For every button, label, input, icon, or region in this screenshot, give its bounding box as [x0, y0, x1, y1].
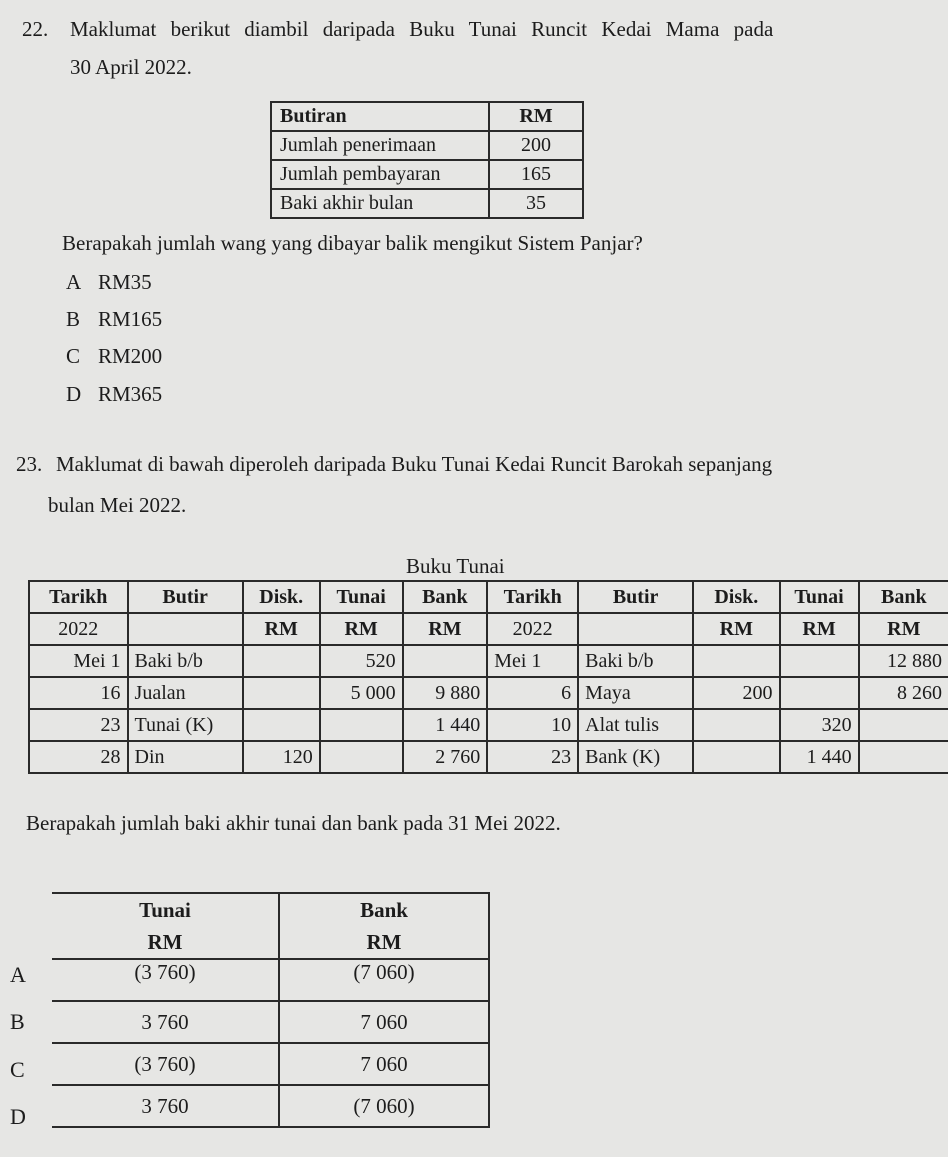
q23-intro-line1: Maklumat di bawah diperoleh daripada Buku Tunai Kedai Runcit Barokah sepanjang: [56, 452, 773, 476]
cell-bank: 1 440: [403, 709, 488, 741]
header-rm: RM: [489, 102, 583, 131]
answer-row-d: [52, 1085, 489, 1127]
unit-cell: RM: [320, 613, 403, 645]
table-row: [271, 131, 583, 160]
header-bank-unit: RM: [366, 930, 402, 954]
cell-item: Baki b/b: [128, 645, 243, 677]
cell-bank: [859, 709, 948, 741]
answer-tunai: (3 760): [52, 1043, 279, 1085]
cell-bank: [403, 645, 488, 677]
header-bank: Bank: [403, 581, 488, 613]
q23-number: 23.: [16, 452, 43, 476]
unit-cell: 2022: [487, 613, 578, 645]
unit-cell: RM: [859, 613, 948, 645]
q22-option-d[interactable]: [66, 382, 162, 407]
cell-bank: 12 880: [859, 645, 948, 677]
cell-bank: [859, 741, 948, 773]
q23-question: Berapakah jumlah baki akhir tunai dan bank pada 31 Mei 2022.: [26, 811, 561, 835]
cell-disc: [693, 645, 779, 677]
unit-cell: [128, 613, 243, 645]
table-row: [29, 677, 948, 709]
cell-item: Jualan: [128, 677, 243, 709]
cell-cash: 5 000: [320, 677, 403, 709]
table-row: [271, 189, 583, 218]
cell-date: 10: [487, 709, 578, 741]
cell-disc: [243, 677, 320, 709]
q22-number: 22.: [22, 17, 49, 41]
cell-bank: 9 880: [403, 677, 488, 709]
table-row: [29, 709, 948, 741]
q23-option-c[interactable]: C: [10, 1057, 25, 1082]
cashbook-unit-row: [29, 613, 948, 645]
option-letter: C: [66, 344, 81, 368]
option-text: RM35: [98, 270, 152, 294]
answer-row-b: [52, 1001, 489, 1043]
header-tarikh: Tarikh: [487, 581, 578, 613]
cell-disc: 120: [243, 741, 320, 773]
cell-value: 165: [489, 160, 583, 189]
cell-item: Din: [128, 741, 243, 773]
option-letter: B: [66, 307, 81, 331]
cell-item: Bank (K): [578, 741, 693, 773]
unit-cell: RM: [693, 613, 779, 645]
header-tunai-unit: RM: [147, 930, 183, 954]
answer-tunai: 3 760: [52, 1085, 279, 1127]
cell-label: Jumlah penerimaan: [271, 131, 489, 160]
q23-answer-table: [52, 892, 490, 1128]
cashbook-header-row: [29, 581, 948, 613]
cell-item: Alat tulis: [578, 709, 693, 741]
option-letter: A: [66, 270, 82, 294]
cell-cash: [320, 741, 403, 773]
unit-cell: RM: [780, 613, 859, 645]
answer-bank: 7 060: [279, 1001, 489, 1043]
header-bank: Bank: [859, 581, 948, 613]
cell-bank: 8 260: [859, 677, 948, 709]
cell-value: 200: [489, 131, 583, 160]
cell-date: 28: [29, 741, 128, 773]
answer-header-tunai: [52, 893, 279, 959]
table-row: [271, 160, 583, 189]
cell-bank: 2 760: [403, 741, 488, 773]
cell-date: Mei 1: [487, 645, 578, 677]
q22-question: Berapakah jumlah wang yang dibayar balik mengikut Sistem Panjar?: [62, 231, 643, 255]
header-butir: Butir: [128, 581, 243, 613]
cell-label: Baki akhir bulan: [271, 189, 489, 218]
header-disk: Disk.: [243, 581, 320, 613]
answer-bank: (7 060): [279, 1085, 489, 1127]
header-tunai-label: Tunai: [139, 898, 191, 922]
answer-bank: (7 060): [279, 959, 489, 1001]
cell-cash: 520: [320, 645, 403, 677]
cell-date: 23: [29, 709, 128, 741]
unit-cell: RM: [403, 613, 488, 645]
table-row: [29, 645, 948, 677]
header-disk: Disk.: [693, 581, 779, 613]
cell-value: 35: [489, 189, 583, 218]
answer-header-bank: [279, 893, 489, 959]
unit-cell: [578, 613, 693, 645]
header-tarikh: Tarikh: [29, 581, 128, 613]
cell-item: Tunai (K): [128, 709, 243, 741]
cell-date: 16: [29, 677, 128, 709]
cell-cash: [780, 677, 859, 709]
option-text: RM200: [98, 344, 163, 368]
cell-date: 6: [487, 677, 578, 709]
q23-intro-line2: bulan Mei 2022.: [48, 493, 187, 517]
cell-item: Baki b/b: [578, 645, 693, 677]
cell-label: Jumlah pembayaran: [271, 160, 489, 189]
q22-table: [270, 101, 584, 219]
table-row: [29, 741, 948, 773]
header-tunai: Tunai: [320, 581, 403, 613]
cell-cash: 1 440: [780, 741, 859, 773]
q22-option-a[interactable]: [66, 270, 152, 295]
cell-date: Mei 1: [29, 645, 128, 677]
cashbook-title: Buku Tunai: [406, 554, 505, 578]
cell-date: 23: [487, 741, 578, 773]
q23-option-b[interactable]: B: [10, 1009, 25, 1034]
header-butiran: Butiran: [271, 102, 489, 131]
cell-disc: 200: [693, 677, 779, 709]
q23-option-d[interactable]: D: [10, 1104, 26, 1129]
answer-row-c: [52, 1043, 489, 1085]
header-bank-label: Bank: [360, 898, 408, 922]
cell-disc: [243, 645, 320, 677]
answer-header-row: [52, 893, 489, 959]
cell-item: Maya: [578, 677, 693, 709]
cell-cash: [320, 709, 403, 741]
answer-tunai: (3 760): [52, 959, 279, 1001]
option-text: RM365: [98, 382, 163, 406]
cell-cash: 320: [780, 709, 859, 741]
answer-bank: 7 060: [279, 1043, 489, 1085]
answer-row-a: [52, 959, 489, 1001]
cell-disc: [243, 709, 320, 741]
answer-tunai: 3 760: [52, 1001, 279, 1043]
unit-cell: 2022: [29, 613, 128, 645]
q22-option-b[interactable]: [66, 307, 162, 332]
cell-disc: [693, 741, 779, 773]
cell-disc: [693, 709, 779, 741]
unit-cell: RM: [243, 613, 320, 645]
q23-option-a[interactable]: A: [10, 962, 26, 987]
q22-option-c[interactable]: [66, 344, 162, 369]
cell-cash: [780, 645, 859, 677]
q22-intro-line1: Maklumat berikut diambil daripada Buku Tunai Runcit Kedai Mama pada: [70, 17, 774, 41]
q22-intro-line2: 30 April 2022.: [70, 55, 192, 79]
cashbook-table: [28, 580, 948, 774]
option-text: RM165: [98, 307, 163, 331]
header-tunai: Tunai: [780, 581, 859, 613]
header-butir: Butir: [578, 581, 693, 613]
option-letter: D: [66, 382, 82, 406]
